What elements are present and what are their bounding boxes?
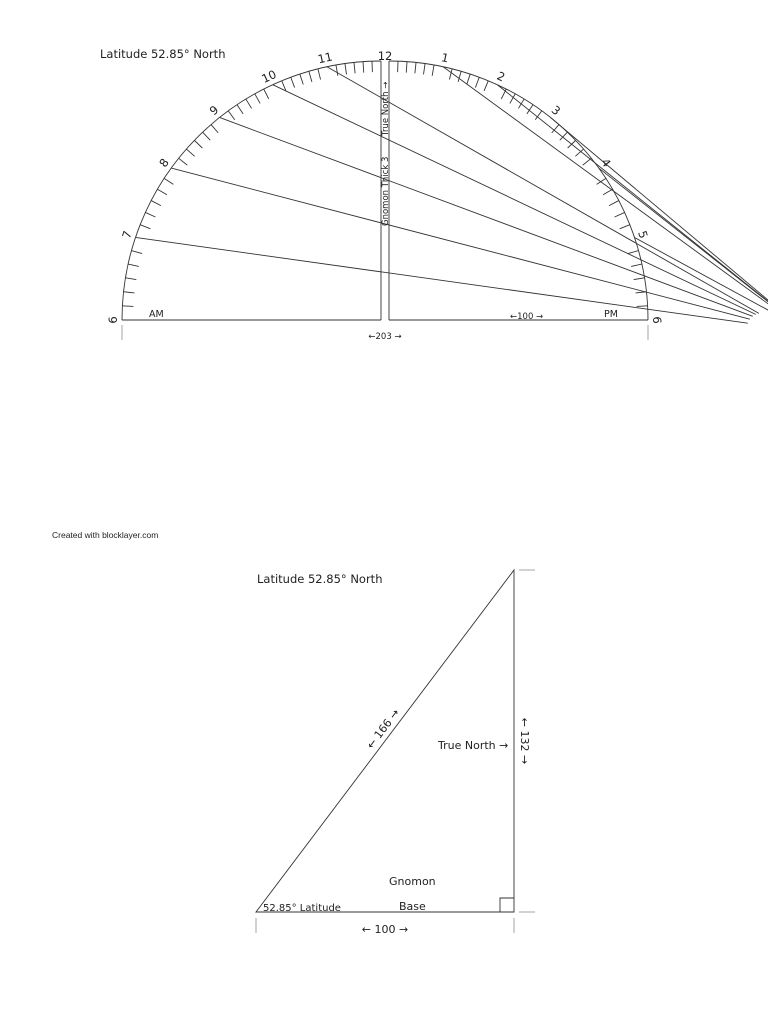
minute-tick bbox=[300, 74, 303, 84]
minute-tick bbox=[203, 132, 211, 140]
hour-line bbox=[443, 67, 768, 314]
minute-tick bbox=[628, 251, 639, 254]
minute-tick bbox=[609, 201, 619, 206]
dial-arc-am bbox=[122, 61, 381, 320]
minute-tick bbox=[140, 225, 150, 229]
minute-tick bbox=[432, 65, 434, 76]
minute-tick bbox=[211, 125, 218, 133]
minute-tick bbox=[449, 69, 452, 80]
minute-tick bbox=[620, 225, 630, 229]
gnomon-true-north-label: True North → bbox=[438, 739, 509, 752]
minute-tick bbox=[124, 292, 135, 293]
minute-tick bbox=[636, 292, 647, 293]
pm-label: PM bbox=[604, 309, 618, 320]
minute-tick bbox=[145, 212, 155, 217]
hour-label: 3 bbox=[548, 102, 564, 119]
hour-label: 9 bbox=[206, 102, 222, 119]
minute-tick bbox=[157, 189, 166, 195]
hour-line bbox=[327, 67, 759, 314]
minute-tick bbox=[406, 62, 407, 73]
minute-tick bbox=[475, 77, 479, 87]
minute-tick bbox=[255, 94, 260, 104]
hypotenuse-dimension-label: ← 166 → bbox=[364, 706, 403, 752]
minute-tick bbox=[484, 81, 488, 91]
minute-tick bbox=[194, 140, 202, 148]
minute-tick bbox=[179, 158, 188, 165]
hour-label: 6 bbox=[106, 316, 120, 324]
minute-tick bbox=[264, 89, 269, 99]
dial-arc-pm bbox=[389, 61, 648, 320]
hour-label: 1 bbox=[439, 50, 451, 66]
hour-label: 10 bbox=[259, 67, 279, 86]
hour-label: 7 bbox=[119, 228, 135, 241]
minute-tick bbox=[424, 64, 426, 75]
minute-tick bbox=[637, 306, 648, 307]
gnomon-template bbox=[256, 570, 535, 936]
width-dimension-label: ←203 → bbox=[368, 332, 402, 342]
minute-tick bbox=[535, 111, 541, 120]
gnomon-title: Latitude 52.85° North bbox=[257, 572, 383, 586]
gnomon-name-label: Gnomon bbox=[389, 875, 436, 888]
minute-tick bbox=[336, 65, 338, 76]
minute-tick bbox=[345, 64, 347, 75]
minute-tick bbox=[458, 71, 461, 82]
minute-tick bbox=[318, 69, 321, 80]
hour-label: 2 bbox=[494, 68, 508, 85]
hour-line bbox=[497, 85, 768, 315]
dial-title: Latitude 52.85° North bbox=[100, 47, 226, 61]
minute-tick bbox=[309, 71, 312, 82]
minute-tick bbox=[228, 111, 234, 120]
base-dimension-label: ← 100 → bbox=[361, 923, 409, 936]
minute-tick bbox=[125, 278, 136, 280]
hour-line bbox=[273, 85, 756, 315]
sundial-dial bbox=[100, 47, 768, 342]
hour-label: 8 bbox=[156, 155, 172, 170]
minute-tick bbox=[354, 62, 355, 73]
hour-line bbox=[550, 117, 768, 316]
right-angle-marker bbox=[500, 898, 514, 912]
minute-tick bbox=[128, 264, 139, 266]
minute-tick bbox=[467, 74, 470, 84]
am-label: AM bbox=[149, 309, 164, 320]
base-label: Base bbox=[399, 900, 426, 913]
height-dimension-label: ← 132 → bbox=[518, 717, 531, 765]
latitude-angle-label: 52.85° Latitude bbox=[263, 903, 341, 914]
gnomon-thick-label: Gnomon Thick 3 bbox=[381, 156, 391, 226]
minute-tick bbox=[237, 105, 243, 114]
hour-label: 6 bbox=[650, 316, 664, 324]
hour-label: 5 bbox=[635, 228, 651, 241]
minute-tick bbox=[291, 77, 295, 87]
credit-text: Created with blocklayer.com bbox=[52, 530, 159, 540]
minute-tick bbox=[164, 178, 173, 184]
minute-tick bbox=[363, 62, 364, 73]
minute-tick bbox=[131, 251, 142, 254]
minute-tick bbox=[501, 89, 506, 99]
minute-tick bbox=[631, 264, 642, 266]
minute-tick bbox=[583, 158, 592, 165]
minute-tick bbox=[186, 149, 194, 156]
minute-tick bbox=[518, 99, 524, 108]
hour-line bbox=[171, 168, 750, 319]
minute-tick bbox=[151, 201, 161, 206]
minute-tick bbox=[603, 189, 612, 195]
hour-label: 12 bbox=[377, 49, 393, 63]
dial-true-north-label: True North → bbox=[381, 81, 391, 136]
minute-tick bbox=[246, 99, 252, 108]
minute-tick bbox=[415, 62, 416, 73]
hour-label: 11 bbox=[316, 49, 334, 67]
minute-tick bbox=[122, 306, 133, 307]
minute-tick bbox=[634, 278, 645, 280]
minute-tick bbox=[615, 212, 625, 217]
hour-lines bbox=[136, 67, 768, 324]
hour-label: 4 bbox=[598, 155, 614, 170]
style-dimension-label: ←100 → bbox=[510, 312, 544, 322]
